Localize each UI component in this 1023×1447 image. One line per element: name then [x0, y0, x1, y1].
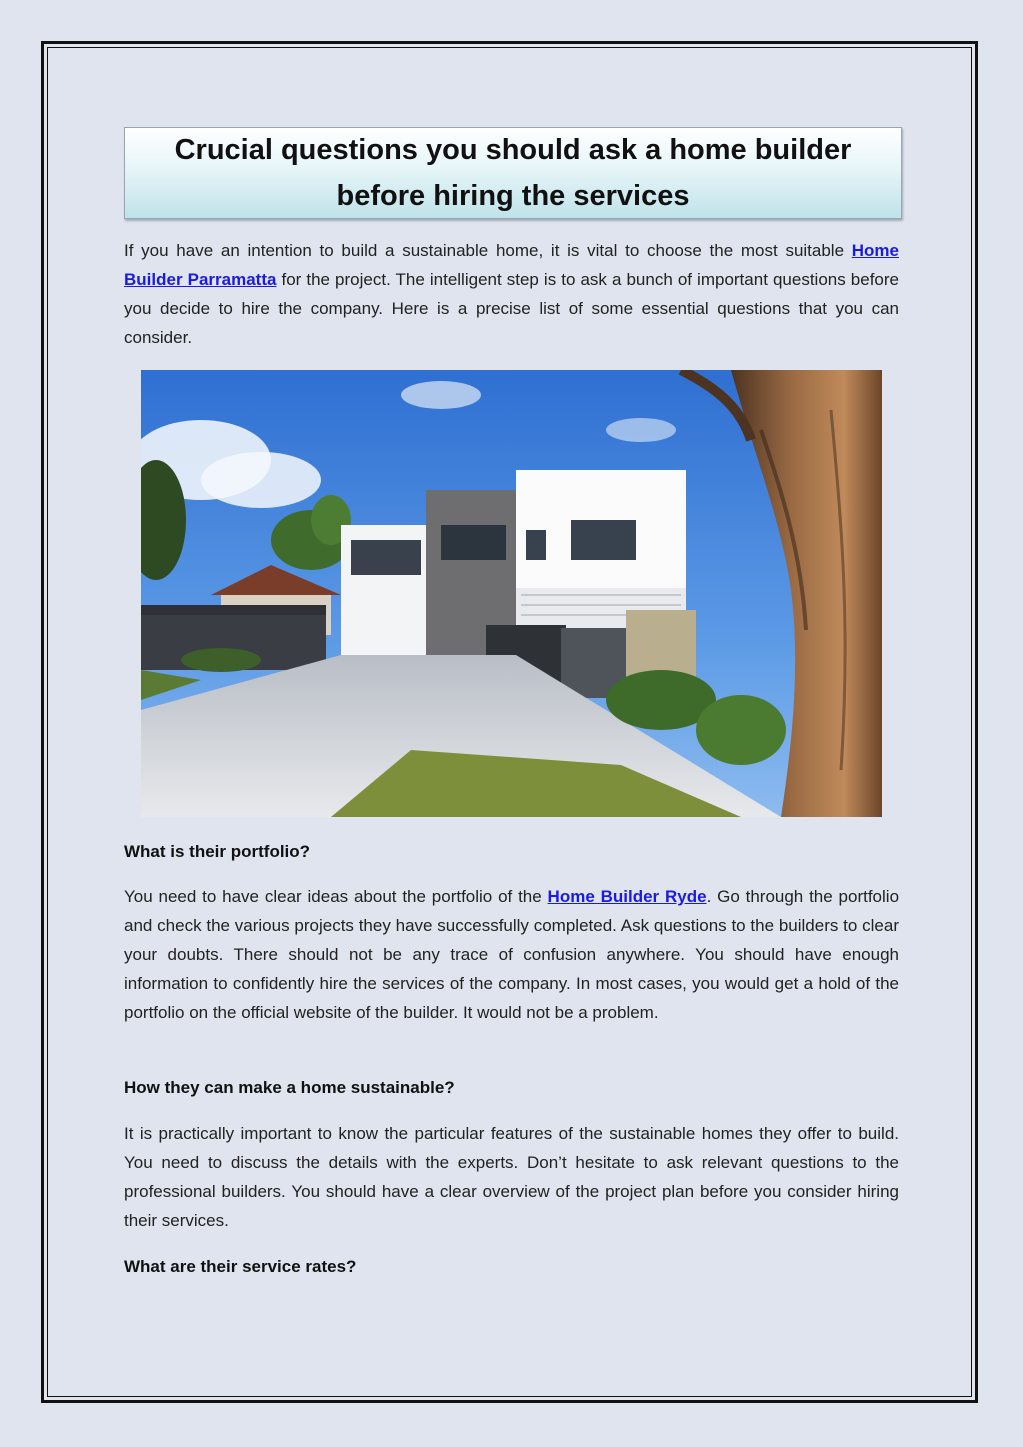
title-banner [124, 127, 902, 219]
section-heading-service-rates: What are their service rates? [124, 1257, 357, 1276]
section-paragraph-portfolio: You need to have clear ideas about the portfolio of the Home Builder Ryde. Go through the portfolio and check the various projects they have successfully completed. Ask questions to the builders to clear your doubts. There should not be any trace of confusion anywhere. You should have enough information to confidently hire the services of the company. In most cases, you would get a hold of the portfolio on the official website of the builder. It would not be a problem. [124, 887, 900, 1022]
section-heading-portfolio: What is their portfolio? [124, 842, 311, 861]
title-line-2: before hiring the services [336, 180, 690, 212]
title-line-1: Crucial questions you should ask a home builder [174, 134, 852, 166]
page-title [163, 127, 863, 219]
intro-paragraph: If you have an intention to build a sustainable home, it is vital to choose the most suitable Home Builder Parramatta for the project. The intelligent step is to ask a bunch of important questions before you decide to hire the company. Here is a precise list of some essential questions that you can consider. [124, 241, 899, 347]
house-photo [141, 370, 882, 817]
home-builder-parramatta-link[interactable]: Home Builder Parramatta [124, 241, 899, 289]
section-paragraph-sustainable: It is practically important to know the particular features of the sustainable homes they offer to build. You need to discuss the details with the experts. Don’t hesitate to ask relevant questions to the professional builders. You should have a clear overview of the project plan before you consider hiring their services. [124, 1124, 899, 1230]
section-heading-sustainable: How they can make a home sustainable? [124, 1078, 455, 1097]
home-builder-ryde-link[interactable]: Home Builder Ryde [547, 887, 707, 906]
